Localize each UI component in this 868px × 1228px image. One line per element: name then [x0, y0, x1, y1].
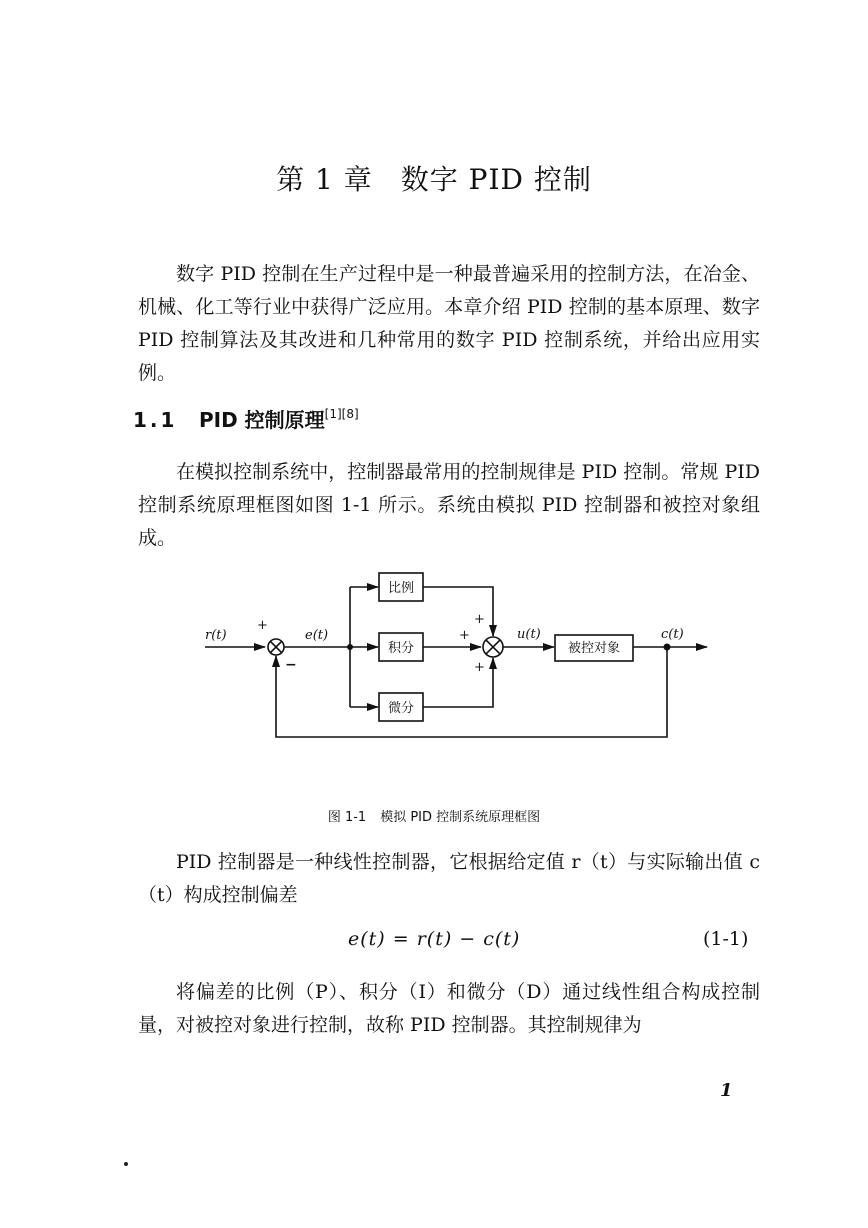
- sum-d-plus-sign: +: [474, 660, 485, 675]
- derivative-label: 微分: [387, 701, 415, 716]
- controller-paragraph: PID 控制器是一种线性控制器，它根据给定值 r（t）与实际输出值 c（t）构成控制偏差: [138, 851, 760, 906]
- sum-i-plus-sign: +: [459, 628, 470, 643]
- pid-block-diagram: [195, 565, 715, 750]
- plant-label: 被控对象: [567, 641, 621, 656]
- chapter-name: 数字 PID 控制: [400, 163, 592, 196]
- page-number: 1: [720, 1080, 733, 1101]
- control-signal-label: u(t): [517, 627, 541, 642]
- sum-p-plus-sign: +: [474, 612, 485, 627]
- output-pickoff-dot: [664, 644, 671, 651]
- equation: e(t) = r(t) − c(t): [348, 928, 521, 950]
- input-plus-sign: +: [257, 618, 268, 633]
- equation-number: (1-1): [703, 928, 749, 950]
- section-heading: [133, 404, 359, 433]
- chapter-title: [0, 158, 868, 198]
- figure-caption: [0, 806, 868, 825]
- control-law-paragraph: 将偏差的比例（P）、积分（I）和微分（D）通过线性组合构成控制量，对被控对象进行控制，故称 PID 控制器。其控制规律为: [138, 981, 760, 1036]
- output-signal-label: c(t): [661, 627, 684, 642]
- section-number: 1.1: [133, 408, 178, 432]
- figure-caption-text: 模拟 PID 控制系统原理框图: [380, 810, 541, 825]
- section-title: PID 控制原理: [199, 408, 325, 432]
- section-references: [1][8]: [324, 407, 359, 421]
- scan-speck: [124, 1162, 128, 1166]
- chapter-number: 第 1 章: [276, 163, 373, 196]
- intro-paragraph: 数字 PID 控制在生产过程中是一种最普遍采用的控制方法，在冶金、机械、化工等行业中获得广泛应用。本章介绍 PID 控制的基本原理、数字 PID 控制算法及其改进和几种常用的数字 PID 控制系统，并给出应用实例。: [138, 263, 760, 384]
- integral-label: 积分: [387, 641, 415, 656]
- error-branch-dot: [347, 644, 353, 650]
- proportional-label: 比例: [387, 581, 415, 596]
- feedback-minus-sign: −: [285, 657, 297, 673]
- reference-signal-label: r(t): [205, 628, 227, 643]
- error-signal-label: e(t): [305, 628, 329, 643]
- section-paragraph: 在模拟控制系统中，控制器最常用的控制规律是 PID 控制。常规 PID 控制系统原理框图如图 1-1 所示。系统由模拟 PID 控制器和被控对象组成。: [138, 461, 760, 549]
- figure-label: 图 1-1: [327, 810, 367, 825]
